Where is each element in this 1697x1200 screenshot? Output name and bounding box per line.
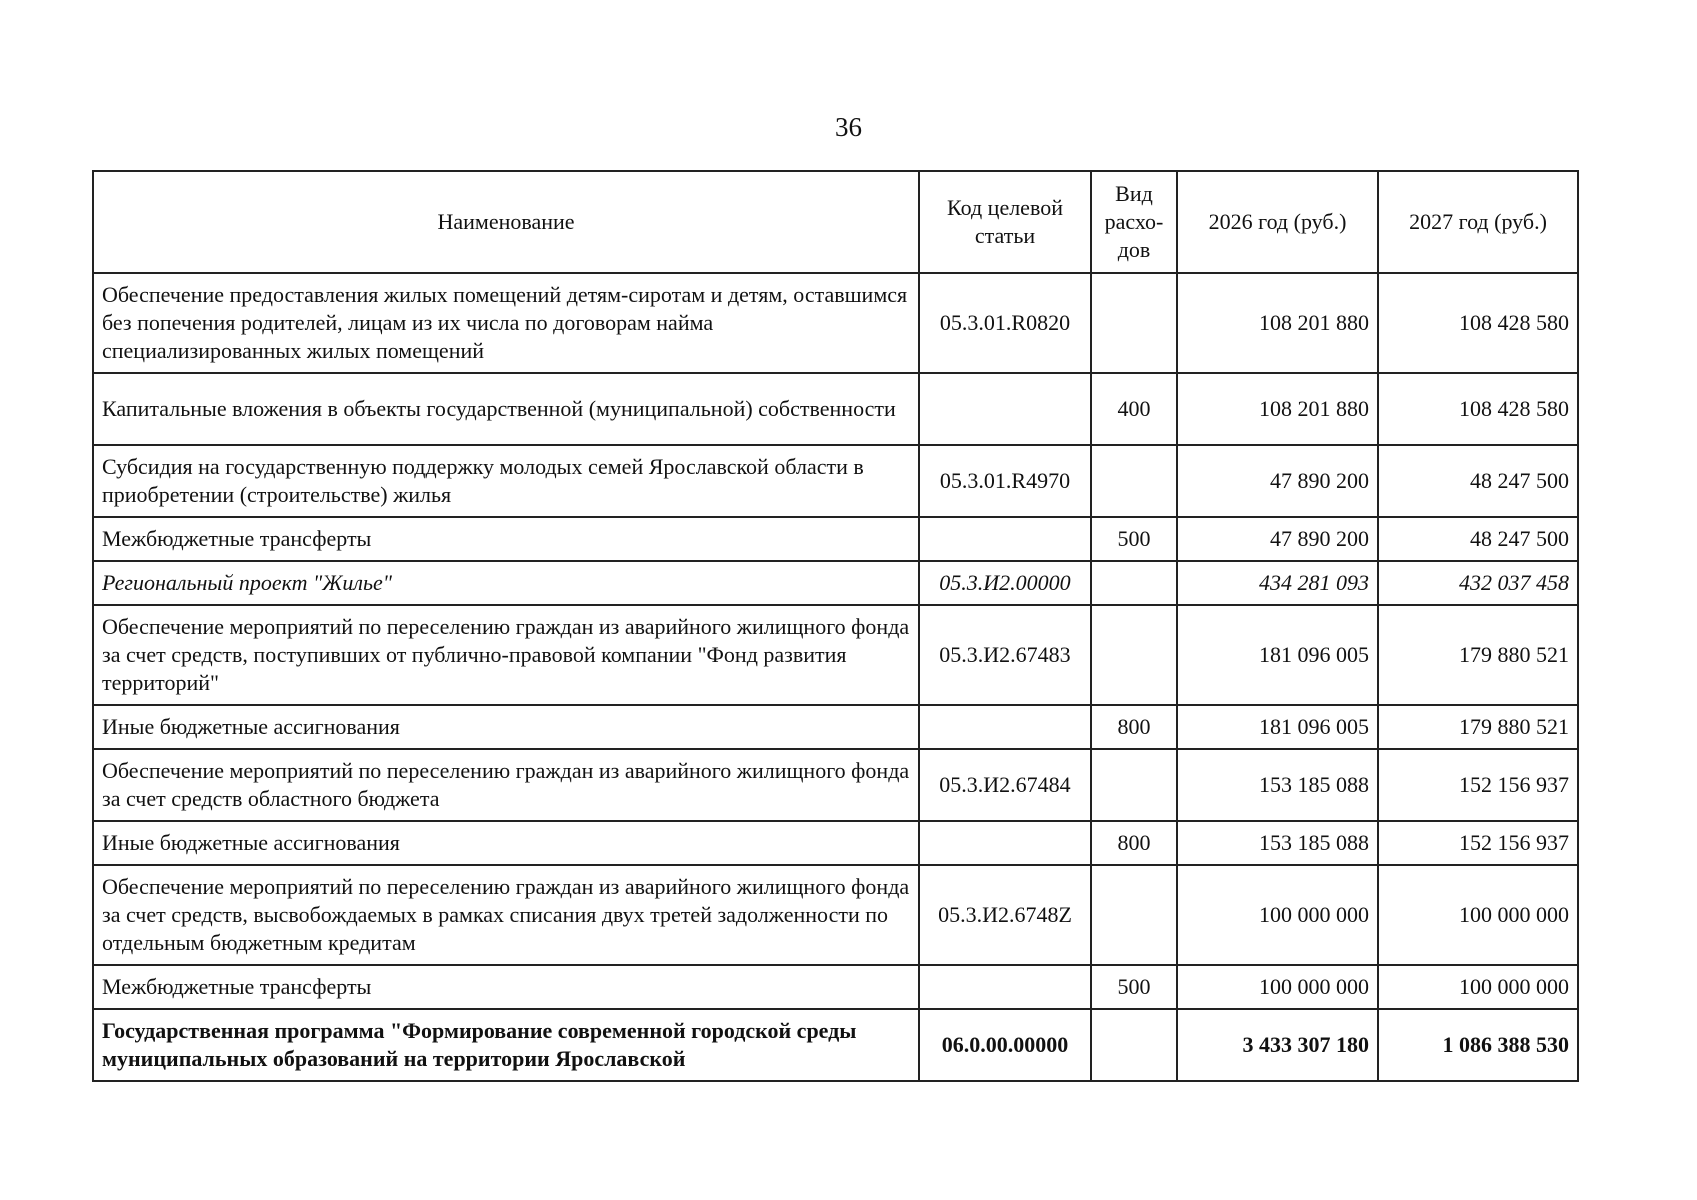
cell-2026: 47 890 200: [1177, 445, 1378, 517]
cell-name: Государственная программа "Формирование современной городской среды муниципальных образований на территории Ярославской: [93, 1009, 919, 1081]
header-2027: 2027 год (руб.): [1378, 171, 1578, 273]
cell-name: Обеспечение мероприятий по переселению граждан из аварийного жилищного фонда за счет средств областного бюджета: [93, 749, 919, 821]
cell-kind: [1091, 865, 1177, 965]
cell-2026: 181 096 005: [1177, 605, 1378, 705]
cell-name: Обеспечение мероприятий по переселению граждан из аварийного жилищного фонда за счет средств, поступивших от публично-правовой компании "Фонд развития территорий": [93, 605, 919, 705]
cell-code: 05.3.И2.6748Z: [919, 865, 1091, 965]
cell-2027: 48 247 500: [1378, 445, 1578, 517]
cell-2026: 181 096 005: [1177, 705, 1378, 749]
cell-name: Межбюджетные трансферты: [93, 965, 919, 1009]
cell-code: [919, 517, 1091, 561]
cell-2027: 432 037 458: [1378, 561, 1578, 605]
cell-name: Субсидия на государственную поддержку молодых семей Ярославской области в приобретении (строительстве) жилья: [93, 445, 919, 517]
header-2026: 2026 год (руб.): [1177, 171, 1378, 273]
table-row: [93, 749, 1578, 821]
cell-kind: [1091, 445, 1177, 517]
cell-kind: [1091, 561, 1177, 605]
cell-code: 05.3.И2.67484: [919, 749, 1091, 821]
table-row: [93, 821, 1578, 865]
cell-kind: [1091, 605, 1177, 705]
page-number: 36: [835, 112, 862, 142]
cell-2026: 434 281 093: [1177, 561, 1378, 605]
cell-code: [919, 373, 1091, 445]
cell-name: Обеспечение предоставления жилых помещений детям-сиротам и детям, оставшимся без попечения родителей, лицам из их числа по договорам найма специализированных жилых помещений: [93, 273, 919, 373]
cell-name: Иные бюджетные ассигнования: [93, 821, 919, 865]
cell-code: [919, 705, 1091, 749]
cell-name: Капитальные вложения в объекты государственной (муниципальной) собственности: [93, 373, 919, 445]
cell-kind: [1091, 1009, 1177, 1081]
cell-2027: 179 880 521: [1378, 605, 1578, 705]
cell-2027: 1 086 388 530: [1378, 1009, 1578, 1081]
cell-name: Обеспечение мероприятий по переселению граждан из аварийного жилищного фонда за счет средств, высвобождаемых в рамках списания двух третей задолженности по отдельным бюджетным кредитам: [93, 865, 919, 965]
cell-2027: 179 880 521: [1378, 705, 1578, 749]
cell-2027: 108 428 580: [1378, 373, 1578, 445]
cell-2027: 152 156 937: [1378, 749, 1578, 821]
table-row: [93, 605, 1578, 705]
cell-2027: 100 000 000: [1378, 965, 1578, 1009]
cell-code: [919, 821, 1091, 865]
table-row: [93, 373, 1578, 445]
cell-code: 05.3.01.R0820: [919, 273, 1091, 373]
cell-2026: 153 185 088: [1177, 749, 1378, 821]
cell-kind: [1091, 273, 1177, 373]
cell-kind: 800: [1091, 705, 1177, 749]
cell-2026: 108 201 880: [1177, 273, 1378, 373]
table-row: [93, 965, 1578, 1009]
cell-name: Региональный проект "Жилье": [93, 561, 919, 605]
cell-code: 06.0.00.00000: [919, 1009, 1091, 1081]
cell-2026: 100 000 000: [1177, 965, 1378, 1009]
table-row-regional-project: [93, 561, 1578, 605]
budget-table: [92, 170, 1579, 1082]
cell-name: Межбюджетные трансферты: [93, 517, 919, 561]
cell-2027: 100 000 000: [1378, 865, 1578, 965]
cell-code: 05.3.И2.67483: [919, 605, 1091, 705]
cell-code: 05.3.И2.00000: [919, 561, 1091, 605]
table-row: [93, 445, 1578, 517]
cell-kind: 800: [1091, 821, 1177, 865]
cell-name: Иные бюджетные ассигнования: [93, 705, 919, 749]
cell-2026: 108 201 880: [1177, 373, 1378, 445]
cell-2026: 153 185 088: [1177, 821, 1378, 865]
table-row: [93, 517, 1578, 561]
table-row: [93, 865, 1578, 965]
cell-2027: 152 156 937: [1378, 821, 1578, 865]
cell-kind: 500: [1091, 965, 1177, 1009]
header-kind: Вид расхо-дов: [1091, 171, 1177, 273]
header-code: Код целевой статьи: [919, 171, 1091, 273]
table-row: [93, 273, 1578, 373]
header-name: Наименование: [93, 171, 919, 273]
cell-2027: 108 428 580: [1378, 273, 1578, 373]
cell-code: 05.3.01.R4970: [919, 445, 1091, 517]
cell-kind: [1091, 749, 1177, 821]
table-header-row: [93, 171, 1578, 273]
cell-kind: 400: [1091, 373, 1177, 445]
table-row-state-program: [93, 1009, 1578, 1081]
cell-2026: 3 433 307 180: [1177, 1009, 1378, 1081]
cell-kind: 500: [1091, 517, 1177, 561]
cell-code: [919, 965, 1091, 1009]
cell-2026: 47 890 200: [1177, 517, 1378, 561]
cell-2027: 48 247 500: [1378, 517, 1578, 561]
table-row: [93, 705, 1578, 749]
cell-2026: 100 000 000: [1177, 865, 1378, 965]
